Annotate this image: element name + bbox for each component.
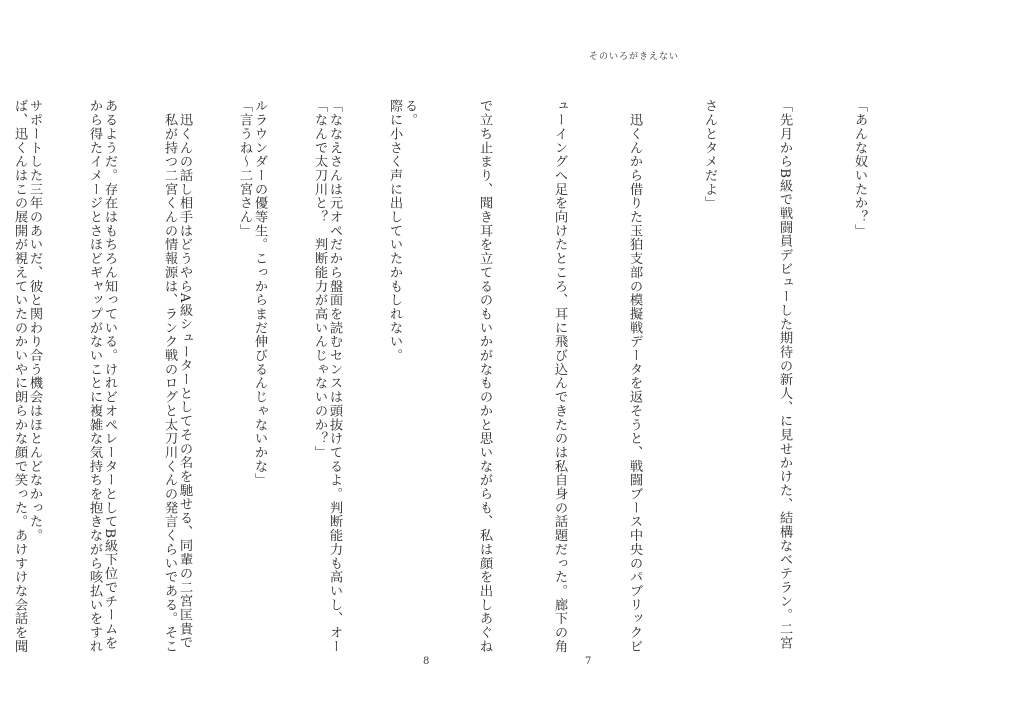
text-line: ルラウンダーの優等生。こっからまだ伸びるんじゃないかな」: [252, 99, 267, 487]
text-line: ューイングへ足を向けたところ、耳に飛び込んできたのは私自身の話題だった。廊下の角: [552, 99, 567, 653]
text-line: さんとタメだよ」: [702, 99, 717, 210]
text-line: あるようだ。存在はもちろん知っている。けれどオペレーターとしてB級下位でチームを: [102, 99, 117, 650]
text-line: 「言うね〜二宮さん」: [237, 99, 252, 238]
text-line: 「先月からB級で戦闘員デビューした期待の新人、に見せかけた、結構なベテラン。二宮: [777, 99, 792, 650]
text-line: 「なんで太刀川と？ 判断能力が高いんじゃないのか？」: [312, 99, 327, 460]
right-page-number: 7: [585, 656, 592, 667]
text-line: 迅くんから借りた玉狛支部の模擬戦データを返そうと、戦闘ブース中央のパブリックビ: [627, 99, 642, 653]
left-page-number: 8: [423, 656, 430, 667]
text-line: 私が持つ二宮くんの情報源は、ランク戦のログと太刀川くんの発言くらいである。そこ: [162, 99, 177, 653]
text-line: ば、迅くんはこの展開が視えていたのかいやに朗らかな顔で笑った。あけすけな会話を聞: [12, 99, 27, 653]
text-line: で立ち止まり、聞き耳を立てるのもいかがなものかと思いながらも、私は顔を出しあぐね: [477, 99, 492, 653]
text-line: から得たイメージとさほどギャップがないことに複雑な気持ちを抱きながら咳払いをすれ: [87, 99, 102, 653]
text-line: 「ななえさんは元オペだから盤面を読むセンスは頭抜けてるよ。判断能力も高いし、オー: [327, 99, 342, 653]
text-line: 迅くんの話し相手はどうやらA級シューターとしてその名を馳せる、同輩の二宮匡貴で: [177, 99, 192, 650]
running-head: そのいろがきえない: [589, 52, 680, 62]
text-line: サポートした三年のあいだ、彼と関わり合う機会はほとんどなかった。: [27, 99, 42, 543]
text-line: る。: [402, 99, 417, 127]
text-line: 際に小さく声に出していたかもしれない。: [387, 99, 402, 363]
text-line: 「あんな奴いたか？」: [852, 99, 867, 238]
